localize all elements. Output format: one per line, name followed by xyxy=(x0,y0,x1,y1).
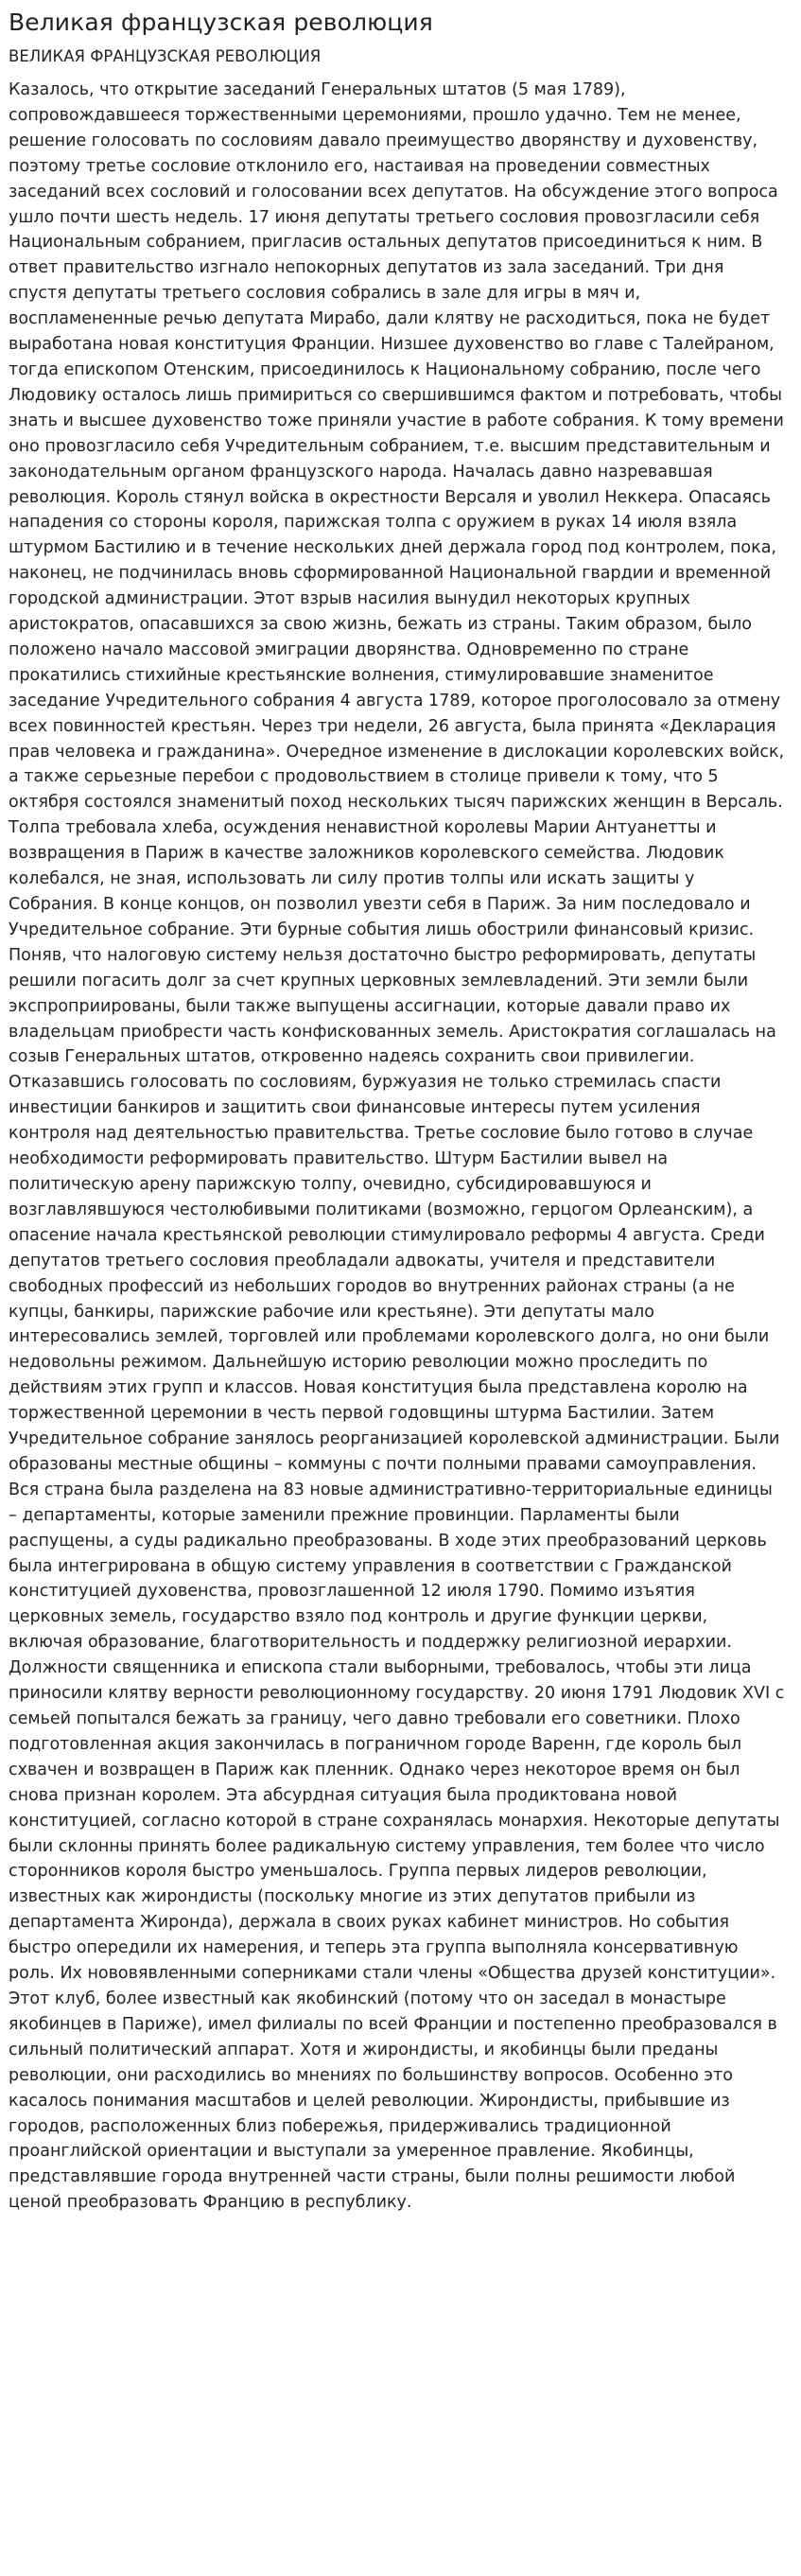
document-body-text: Казалось, что открытие заседаний Генеральных штатов (5 мая 1789), сопровождавшееся торжественными церемониями, прошло удачно. Тем не менее, решение голосовать по сословиям давало преимущество дворянству и духовенству, поэтому третье сословие отклонило его, настаивая на проведении совместных заседаний всех сословий и голосовании всех депутатов. На обсуждение этого вопроса ушло почти шесть недель. 17 июня депутаты третьего сословия провозгласили себя Национальным собранием, пригласив остальных депутатов присоединиться к ним. В ответ правительство изгнало непокорных депутатов из зала заседаний. Три дня спустя депутаты третьего сословия собрались в зале для игры в мяч и, воспламененные речью депутата Мирабо, дали клятву не расходиться, пока не будет выработана новая конституция Франции. Низшее духовенство во главе с Талейраном, тогда епископом Отенским, присоединилось к Национальному собранию, после чего Людовику осталось лишь примириться со свершившимся фактом и потребовать, чтобы знать и высшее духовенство тоже приняли участие в работе собрания. К тому времени оно провозгласило себя Учредительным собранием, т.е. высшим представительным и законодательным органом французского народа. Началась давно назревавшая революция. Король стянул войска в окрестности Версаля и уволил Неккера. Опасаясь нападения со стороны короля, парижская толпа с оружием в руках 14 июля взяла штурмом Бастилию и в течение нескольких дней держала город под контролем, пока, наконец, не подчинилась вновь сформированной Национальной гвардии и временной городской администрации. Этот взрыв насилия вынудил некоторых крупных аристократов, опасавшихся за свою жизнь, бежать из страны. Таким образом, было положено начало массовой эмиграции дворянства. Одновременно по стране прокатились стихийные крестьянские волнения, стимулировавшие знаменитое заседание Учредительного собрания 4 августа 1789, которое проголосовало за отмену всех повинностей крестьян. Через три недели, 26 августа, была принята «Декларация прав человека и гражданина». Очередное изменение в дислокации королевских войск, а также серьезные перебои с продовольствием в столице привели к тому, что 5 октября состоялся знаменитый поход нескольких тысяч парижских женщин в Версаль. Толпа требовала хлеба, осуждения ненавистной королевы Марии Антуанетты и возвращения в Париж в качестве заложников королевского семейства. Людовик колебался, не зная, использовать ли силу против толпы или искать защиты у Собрания. В конце концов, он позволил увезти себя в Париж. За ним последовало и Учредительное собрание. Эти бурные события лишь обострили финансовый кризис. Поняв, что налоговую систему нельзя достаточно быстро реформировать, депутаты решили погасить долг за счет крупных церковных землевладений. Эти земли были экспроприированы, были также выпущены ассигнации, которые давали право их владельцам приобрести часть конфискованных земель. Аристократия соглашалась на созыв Генеральных штатов, откровенно надеясь сохранить свои привилегии. Отказавшись голосовать по сословиям, буржуазия не только стремилась спасти инвестиции банкиров и защитить свои финансовые интересы путем усиления контроля над деятельностью правительства. Третье сословие было готово в случае необходимости реформировать правительство. Штурм Бастилии вывел на политическую арену парижскую толпу, очевидно, субсидировавшуюся и возглавлявшуюся честолюбивыми политиками (возможно, герцогом Орлеанским), а опасение начала крестьянской революции стимулировало реформы 4 августа. Среди депутатов третьего сословия преобладали адвокаты, учителя и представители свободных профессий из небольших городов во внутренних районах страны (а не купцы, банкиры, парижские рабочие или крестьяне). Эти депутаты мало интересовались землей, торговлей или проблемами королевского долга, но они были недовольны режимом. Дальнейшую историю революции можно проследить по действиям этих групп и классов. Новая конституция была представлена королю на торжественной церемонии в честь первой годовщины штурма Бастилии. Затем Учредительное собрание занялось реорганизацией королевской администрации. Были образованы местные общины – коммуны с почти полными правами самоуправления. Вся страна была разделена на 83 новые административно-территориальные единицы – департаменты, которые заменили прежние провинции. Парламенты были распущены, а суды радикально преобразованы. В ходе этих преобразований церковь была интегрирована в общую систему управления в соответствии с Гражданской конституцией духовенства, провозглашенной 12 июля 1790. Помимо изъятия церковных земель, государство взяло под контроль и другие функции церкви, включая образование, благотворительность и поддержку религиозной иерархии. Должности священника и епископа стали выборными, требовалось, чтобы эти лица приносили клятву верности революционному государству. 20 июня 1791 Людовик XVI с семьей попытался бежать за границу, чего давно требовали его советники. Плохо подготовленная акция закончилась в пограничном городе Варенн, где король был схвачен и возвращен в Париж как пленник. Однако через некоторое время он был снова признан королем. Эта абсурдная ситуация была продиктована новой конституцией, согласно которой в стране сохранялась монархия. Некоторые депутаты были склонны принять более радикальную систему управления, тем более что число сторонников короля быстро уменьшалось. Группа первых лидеров революции, известных как жирондисты (поскольку многие из этих депутатов прибыли из департамента Жиронда), держала в своих руках кабинет министров. Но события быстро опередили их намерения, и теперь эта группа выполняла консервативную роль. Их нововявленными соперниками стали члены «Общества друзей конституции». Этот клуб, более известный как якобинский (потому что он заседал в монастыре якобинцев в Париже), имел филиалы по всей Франции и постепенно преобразовался в сильный политический аппарат. Хотя и жирондисты, и якобинцы были преданы революции, они расходились во мнениях по большинству вопросов. Особенно это касалось понимания масштабов и целей революции. Жирондисты, прибывшие из городов, расположенных близ побережья, придерживались традиционной проанглийской ориентации и выступали за умеренное правление. Якобинцы, представлявшие города внутренней части страны, были полны решимости любой ценой преобразовать Францию в республику. xyxy=(9,80,785,2213)
document-subtitle: ВЕЛИКАЯ ФРАНЦУЗСКАЯ РЕВОЛЮЦИЯ xyxy=(9,47,322,65)
document-title: Великая французская революция xyxy=(9,9,433,36)
